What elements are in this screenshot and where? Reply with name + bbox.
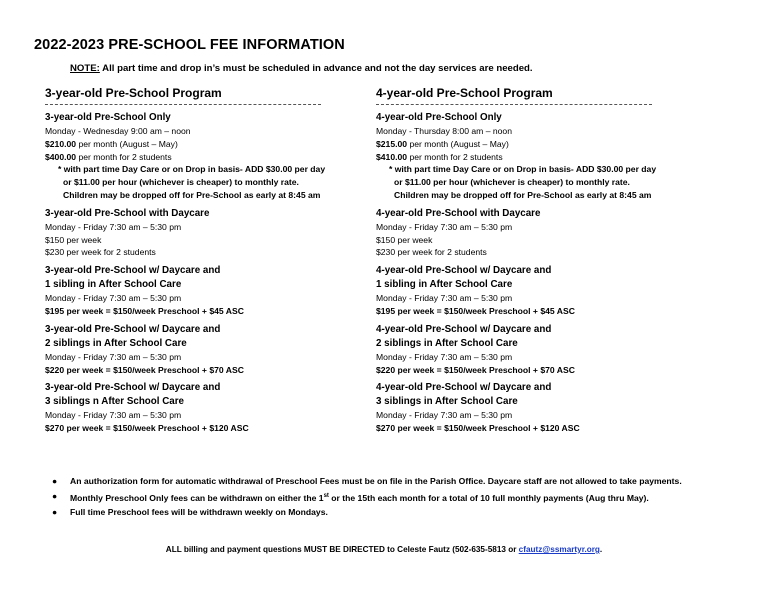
billing-contact-footer — [0, 545, 768, 554]
section-title: 3 siblings in After School Care — [376, 396, 518, 408]
list-item-text: or the 15th each month for a total of 10 full monthly payments (Aug thru May). — [328, 492, 649, 503]
list-item-text: Full time Preschool fees will be withdrawn weekly on Mondays. — [70, 507, 328, 518]
hours: Monday - Friday 7:30 am – 5:30 pm — [45, 221, 182, 232]
section-title: 3 siblings n After School Care — [45, 396, 184, 408]
bullet-icon: ● — [52, 490, 58, 501]
two-student-rate — [45, 151, 385, 164]
hours: Monday - Friday 7:30 am – 5:30 pm — [45, 293, 182, 304]
rate-amount: $210.00 — [45, 138, 77, 149]
three-siblings-section — [376, 381, 716, 435]
dashed-divider — [45, 104, 321, 105]
section-title: 4-year-old Pre-School w/ Daycare and — [376, 382, 552, 394]
footnote-line: * with part time Day Care or on Drop in basis- ADD $30.00 per day — [389, 164, 657, 175]
rate-amount: $400.00 — [45, 151, 77, 162]
column-heading: 4-year-old Pre-School Program — [376, 86, 553, 100]
list-item — [52, 490, 722, 505]
bullet-icon: ● — [52, 476, 58, 486]
hours: Monday - Friday 7:30 am – 5:30 pm — [376, 221, 513, 232]
three-year-old-column — [45, 86, 385, 440]
weekly-rate: $220 per week = $150/week Preschool + $70 ASC — [45, 364, 244, 375]
page-title: 2022-2023 PRE-SCHOOL FEE INFORMATION — [34, 37, 345, 53]
rate-text: per month for 2 students — [76, 151, 172, 162]
preschool-only-section — [376, 111, 716, 202]
section-title: 4-year-old Pre-School w/ Daycare and — [376, 265, 552, 277]
section-title: 3-year-old Pre-School w/ Daycare and — [45, 382, 221, 394]
weekly-rate: $270 per week = $150/week Preschool + $120 ASC — [45, 423, 249, 434]
four-year-old-column — [376, 86, 716, 440]
footnote-line: Children may be dropped off for Pre-School as early at 8:45 am — [394, 189, 652, 200]
monthly-rate — [376, 138, 716, 151]
one-sibling-section — [45, 264, 385, 318]
section-title: 4-year-old Pre-School w/ Daycare and — [376, 323, 552, 335]
hours: Monday - Thursday 8:00 am – noon — [376, 126, 512, 136]
daycare-section — [376, 207, 716, 259]
weekly-rate: $220 per week = $150/week Preschool + $70 ASC — [376, 364, 575, 375]
two-student-rate: $230 per week for 2 students — [45, 247, 156, 258]
footnote-line: Children may be dropped off for Pre-School as early at 8:45 am — [63, 189, 321, 200]
footer-end: . — [599, 545, 603, 554]
weekly-rate: $150 per week — [376, 234, 433, 245]
rate-amount: $410.00 — [376, 151, 408, 162]
section-title: 2 siblings in After School Care — [45, 337, 187, 349]
section-title: 2 siblings in After School Care — [376, 337, 518, 349]
monthly-rate — [45, 138, 385, 151]
hours: Monday - Friday 7:30 am – 5:30 pm — [45, 351, 182, 362]
note-text: All part time and drop in’s must be scheduled in advance and not the day services are needed. — [99, 63, 533, 74]
ordinal-suffix: st — [323, 492, 329, 499]
weekly-rate: $195 per week = $150/week Preschool + $45 ASC — [376, 305, 575, 316]
weekly-rate: $270 per week = $150/week Preschool + $120 ASC — [376, 423, 580, 434]
list-item-text: An authorization form for automatic withdrawal of Preschool Fees must be on file in the Parish Office. Daycare staff are not allowed to take payments. — [70, 476, 682, 486]
section-title: 3-year-old Pre-School with Daycare — [45, 207, 210, 219]
hours: Monday - Wednesday 9:00 am – noon — [45, 126, 191, 136]
preschool-only-section — [45, 111, 385, 202]
two-student-rate — [376, 151, 716, 164]
bullet-icon: ● — [52, 507, 58, 518]
footnote-line: or $11.00 per hour (whichever is cheaper) to monthly rate. — [394, 177, 630, 188]
section-title: 3-year-old Pre-School w/ Daycare and — [45, 265, 221, 277]
footnote-line: * with part time Day Care or on Drop in basis- ADD $30.00 per day — [58, 164, 326, 175]
weekly-rate: $195 per week = $150/week Preschool + $45 ASC — [45, 305, 244, 316]
rate-text: per month for 2 students — [407, 151, 503, 162]
dashed-divider — [376, 104, 652, 105]
section-title: 4-year-old Pre-School with Daycare — [376, 207, 541, 219]
list-item — [52, 506, 722, 519]
two-siblings-section — [376, 323, 716, 377]
rate-text: per month (August – May) — [76, 138, 178, 149]
section-title: 3-year-old Pre-School Only — [45, 112, 171, 123]
footer-text: ALL billing and payment questions MUST BE DIRECTED to Celeste Fautz (502-635-5813 or — [165, 545, 519, 554]
hours: Monday - Friday 7:30 am – 5:30 pm — [45, 410, 182, 421]
rate-amount: $215.00 — [376, 138, 408, 149]
weekly-rate: $150 per week — [45, 234, 102, 245]
two-siblings-section — [45, 323, 385, 377]
section-title: 1 sibling in After School Care — [376, 279, 513, 291]
one-sibling-section — [376, 264, 716, 318]
two-student-rate: $230 per week for 2 students — [376, 247, 487, 258]
list-item — [52, 475, 722, 488]
list-item-text: Monthly Preschool Only fees can be withdrawn on either the 1 — [70, 492, 324, 503]
hours: Monday - Friday 7:30 am – 5:30 pm — [376, 293, 513, 304]
three-siblings-section — [45, 381, 385, 435]
scheduling-note — [70, 63, 533, 74]
hours: Monday - Friday 7:30 am – 5:30 pm — [376, 351, 513, 362]
section-title: 1 sibling in After School Care — [45, 279, 182, 291]
column-heading: 3-year-old Pre-School Program — [45, 86, 222, 100]
section-title: 4-year-old Pre-School Only — [376, 112, 502, 123]
section-title: 3-year-old Pre-School w/ Daycare and — [45, 323, 221, 335]
hours: Monday - Friday 7:30 am – 5:30 pm — [376, 410, 513, 421]
note-label: NOTE: — [70, 63, 100, 74]
payment-notes-list — [52, 475, 722, 521]
footnote-line: or $11.00 per hour (whichever is cheaper) to monthly rate. — [63, 177, 299, 188]
daycare-section — [45, 207, 385, 259]
email-link[interactable]: cfautz@ssmartyr.org — [518, 545, 600, 554]
rate-text: per month (August – May) — [407, 138, 509, 149]
